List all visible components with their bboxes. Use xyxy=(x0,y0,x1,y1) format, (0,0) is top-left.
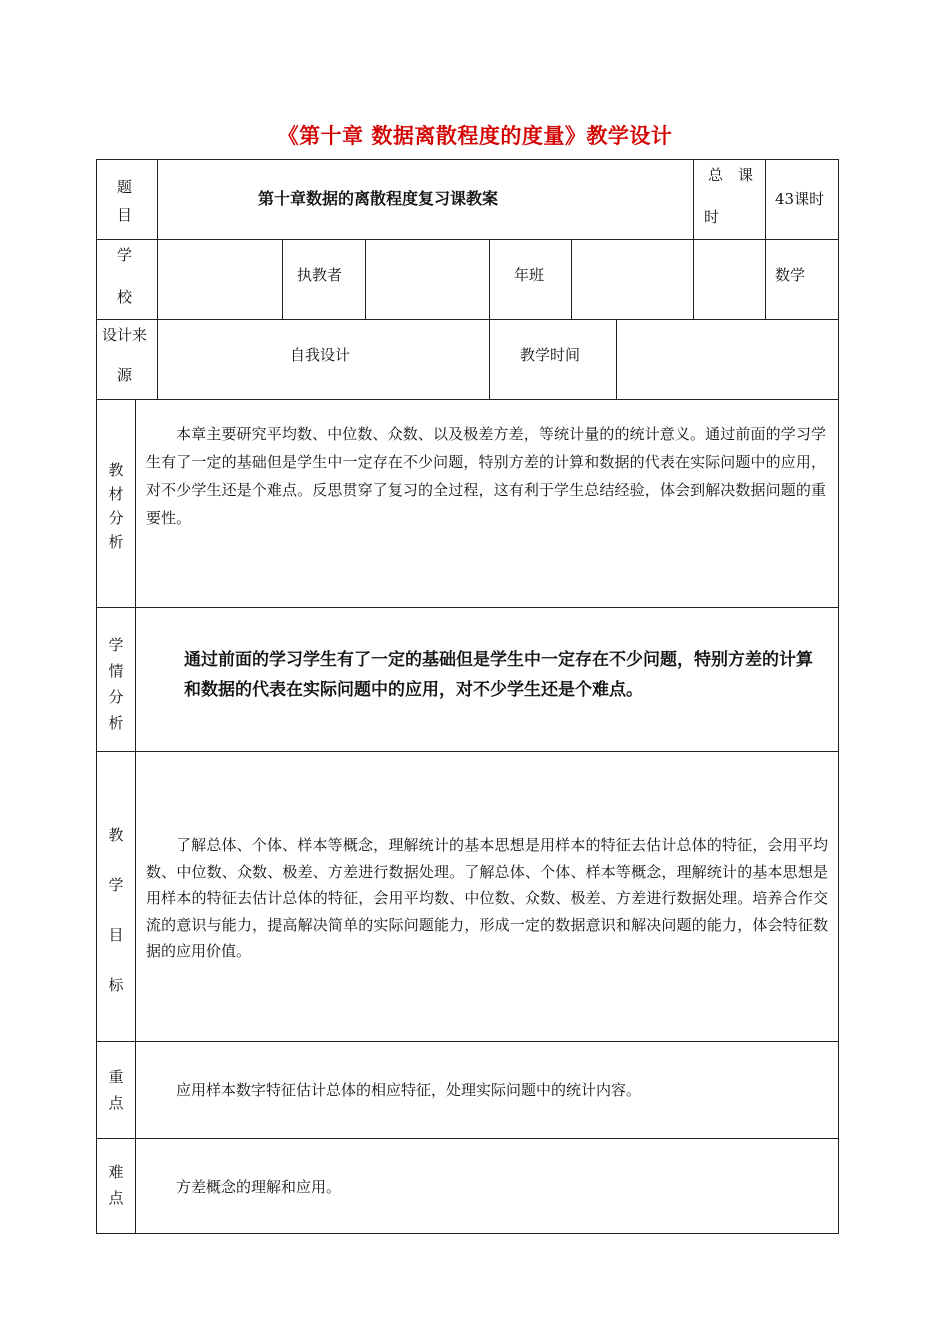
label-cell-school xyxy=(96,239,158,320)
class-label: 年班 xyxy=(514,266,545,284)
teacher-label-cell xyxy=(282,239,366,320)
goals-label-char: 目 xyxy=(108,926,124,944)
key-label-char: 重 xyxy=(108,1068,124,1086)
students-label-char: 学 xyxy=(108,636,124,654)
total-hours-label-1: 总 课 xyxy=(708,166,754,184)
label-cell-difficult xyxy=(96,1138,136,1234)
teacher-label: 执教者 xyxy=(297,266,343,284)
difficult-label-char: 点 xyxy=(108,1189,124,1207)
total-hours-label-cell xyxy=(693,159,766,240)
difficult-label-char: 难 xyxy=(108,1163,124,1181)
label-cell-key xyxy=(96,1041,136,1139)
label-cell-source xyxy=(96,319,158,400)
label-cell-topic xyxy=(96,159,158,240)
goals-label xyxy=(105,810,127,1010)
source-label-2: 源 xyxy=(117,366,133,384)
label-cell-goals xyxy=(96,751,136,1042)
difficult-content-cell xyxy=(135,1138,839,1234)
subject-cell xyxy=(765,239,839,320)
goals-label-char: 教 xyxy=(108,826,124,844)
school-label-2: 校 xyxy=(117,288,133,306)
source-value: 自我设计 xyxy=(290,346,351,364)
school-label-1: 学 xyxy=(117,246,133,264)
label-cell-students xyxy=(96,607,136,752)
time-value-cell xyxy=(616,319,839,400)
blank-cell xyxy=(693,239,766,320)
class-label-cell xyxy=(489,239,572,320)
goals-label-char: 学 xyxy=(108,876,124,894)
topic-value: 第十章数据的离散程度复习课教案 xyxy=(258,189,499,208)
material-label-char: 分 xyxy=(108,509,124,527)
material-text: 本章主要研究平均数、中位数、众数、以及极差方差，等统计量的的统计意义。通过前面的学习学生有了一定的基础但是学生中一定存在不少问题，特别方差的计算和数据的代表在实际问题中的应用，对不少学生还是个难点。反思贯穿了复习的全过程，这有利于学生总结经验，体会到解决数据问题的重要性。 xyxy=(146,425,826,527)
teacher-value-cell xyxy=(365,239,490,320)
goals-text: 了解总体、个体、样本等概念，理解统计的基本思想是用样本的特征去估计总体的特征，会用平均数、中位数、众数、极差、方差进行数据处理。了解总体、个体、样本等概念，理解统计的基本思想是用样本的特征去估计总体的特征，会用平均数、中位数、众数、极差、方差进行数据处理。培养合作交流的意识与能力，提高解决简单的实际问题能力，形成一定的数据意识和解决问题的能力，体会特征数据的应用价值。 xyxy=(146,836,828,960)
total-hours-value: 43课时 xyxy=(775,190,825,208)
goals-label-char: 标 xyxy=(108,976,124,994)
material-label-char: 析 xyxy=(108,533,124,551)
total-hours-value-cell xyxy=(765,159,839,240)
goals-content-cell xyxy=(135,751,839,1042)
source-label-1: 设计来 xyxy=(102,326,148,344)
difficult-label xyxy=(105,1159,127,1211)
material-label-char: 教 xyxy=(108,461,124,479)
key-label-char: 点 xyxy=(108,1094,124,1112)
total-hours-label-2: 时 xyxy=(704,208,720,226)
subject-value: 数学 xyxy=(775,266,806,284)
students-label-char: 分 xyxy=(108,688,124,706)
students-content-cell xyxy=(135,607,839,752)
students-label-char: 情 xyxy=(108,662,124,680)
topic-label-2: 目 xyxy=(117,206,133,224)
students-text: 通过前面的学习学生有了一定的基础但是学生中一定存在不少问题，特别方差的计算和数据的代表在实际问题中的应用，对不少学生还是个难点。 xyxy=(184,650,813,700)
time-label-cell xyxy=(489,319,617,400)
topic-label-1: 题 xyxy=(117,178,133,196)
material-content-cell xyxy=(135,399,839,608)
key-content-cell xyxy=(135,1041,839,1139)
label-cell-material xyxy=(96,399,136,608)
class-value-cell xyxy=(571,239,694,320)
students-label xyxy=(105,632,127,736)
key-label xyxy=(105,1064,127,1116)
time-label: 教学时间 xyxy=(520,346,581,364)
students-label-char: 析 xyxy=(108,714,124,732)
difficult-text: 方差概念的理解和应用。 xyxy=(176,1178,342,1196)
topic-cell xyxy=(157,159,694,240)
school-value-cell xyxy=(157,239,283,320)
material-label xyxy=(105,458,127,554)
document-title: 《第十章 数据离散程度的度量》教学设计 xyxy=(277,124,673,148)
key-text: 应用样本数字特征估计总体的相应特征，处理实际问题中的统计内容。 xyxy=(176,1081,642,1099)
source-value-cell xyxy=(157,319,490,400)
material-label-char: 材 xyxy=(108,485,124,503)
